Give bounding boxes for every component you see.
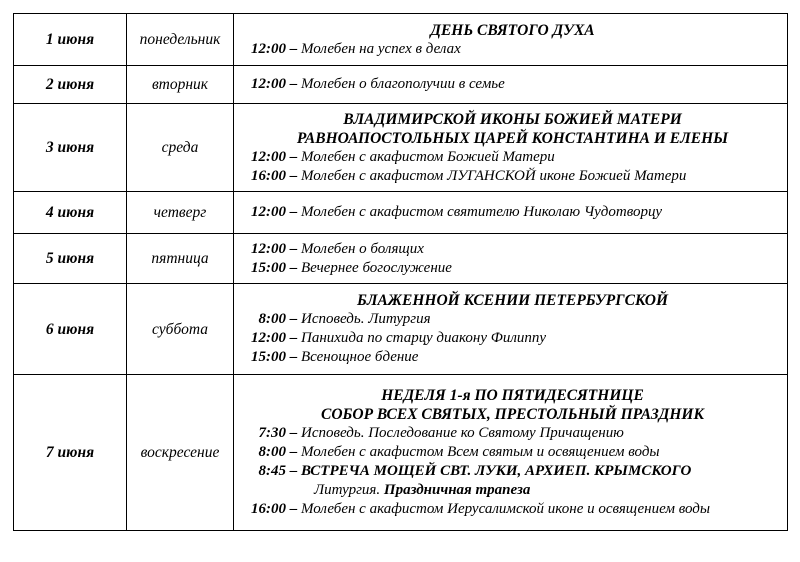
- service-line: [244, 240, 781, 259]
- time-dash: –: [286, 463, 301, 479]
- service-time: 12:00: [251, 330, 286, 346]
- weekday-cell: пятница: [127, 234, 234, 284]
- weekday-cell: суббота: [127, 284, 234, 375]
- service-line: [244, 500, 781, 519]
- feast-heading: РАВНОАПОСТОЛЬНЫХ ЦАРЕЙ КОНСТАНТИНА И ЕЛЕНЫ: [296, 129, 729, 147]
- weekday-cell: среда: [127, 104, 234, 192]
- service-time: 8:00: [258, 311, 286, 327]
- service-time: 12:00: [251, 40, 286, 57]
- service-text: Всенощное бдение: [301, 349, 419, 365]
- service-time: 12:00: [251, 240, 286, 257]
- events-cell: [234, 375, 788, 531]
- service-time: 16:00: [251, 167, 286, 184]
- events-cell: [234, 66, 788, 104]
- feast-heading: СОБОР ВСЕХ СВЯТЫХ, ПРЕСТОЛЬНЫЙ ПРАЗДНИК: [321, 406, 704, 423]
- service-time: 7:30: [258, 425, 286, 441]
- events-cell: [234, 104, 788, 192]
- service-line: [244, 259, 781, 278]
- schedule-body: [14, 14, 788, 531]
- date-cell: 3 июня: [14, 104, 127, 192]
- weekday-cell: четверг: [127, 192, 234, 234]
- time-dash: –: [286, 501, 301, 517]
- service-text: Молебен с акафистом святителю Николаю Чудотворцу: [301, 204, 662, 220]
- service-line: [244, 310, 781, 329]
- time-dash: –: [286, 259, 301, 276]
- service-line: [244, 462, 781, 481]
- feast-heading: ВЛАДИМИРСКОЙ ИКОНЫ БОЖИЕЙ МАТЕРИ: [343, 110, 682, 128]
- date-cell: 6 июня: [14, 284, 127, 375]
- service-line: [244, 148, 781, 167]
- schedule-row: [14, 284, 788, 375]
- service-line: [244, 443, 781, 462]
- service-text: Молебен с акафистом Божией Матери: [301, 148, 555, 165]
- feast-heading: ДЕНЬ СВЯТОГО ДУХА: [430, 21, 595, 39]
- service-text: Вечернее богослужение: [301, 259, 452, 276]
- service-text: Литургия.: [314, 482, 381, 498]
- date-cell: 4 июня: [14, 192, 127, 234]
- service-text: Исповедь. Литургия: [301, 311, 431, 327]
- time-dash: –: [286, 167, 301, 184]
- schedule-row: [14, 234, 788, 284]
- service-time: 8:45: [258, 463, 286, 479]
- service-line: [244, 203, 781, 222]
- weekday-cell: вторник: [127, 66, 234, 104]
- service-time: 16:00: [251, 501, 286, 517]
- service-text: Молебен с акафистом Иерусалимской иконе и освящением воды: [301, 501, 711, 517]
- events-cell: [234, 284, 788, 375]
- schedule-row: [14, 66, 788, 104]
- date-cell: 2 июня: [14, 66, 127, 104]
- service-line: [244, 167, 781, 186]
- time-dash: –: [286, 444, 301, 460]
- service-text: Молебен о болящих: [301, 240, 424, 257]
- service-line: [244, 481, 781, 500]
- time-dash: –: [286, 40, 301, 57]
- schedule-row: [14, 104, 788, 192]
- date-cell: 5 июня: [14, 234, 127, 284]
- schedule-row: [14, 375, 788, 531]
- schedule-row: [14, 14, 788, 66]
- events-cell: [234, 192, 788, 234]
- time-dash: –: [286, 148, 301, 165]
- service-time: 12:00: [251, 148, 286, 165]
- time-dash: –: [286, 311, 301, 327]
- time-dash: –: [286, 76, 301, 92]
- feast-heading: НЕДЕЛЯ 1-я ПО ПЯТИДЕСЯТНИЦЕ: [381, 387, 644, 404]
- service-text: Молебен о благополучии в семье: [301, 76, 505, 92]
- service-text: Исповедь. Последование ко Святому Причащению: [301, 425, 624, 441]
- service-line: [244, 40, 781, 59]
- service-line: [244, 75, 781, 94]
- schedule-table: [13, 13, 788, 531]
- service-text: Молебен с акафистом Всем святым и освящением воды: [301, 444, 660, 460]
- date-cell: 1 июня: [14, 14, 127, 66]
- events-cell: [234, 14, 788, 66]
- schedule-row: [14, 192, 788, 234]
- service-time: 8:00: [258, 444, 286, 460]
- events-cell: [234, 234, 788, 284]
- service-time: 12:00: [251, 76, 286, 92]
- feast-heading: БЛАЖЕННОЙ КСЕНИИ ПЕТЕРБУРГСКОЙ: [356, 292, 668, 309]
- time-dash: –: [286, 240, 301, 257]
- service-text: Панихида по старцу диакону Филиппу: [301, 330, 547, 346]
- service-text: Молебен на успех в делах: [301, 40, 461, 57]
- service-time: 15:00: [251, 259, 286, 276]
- service-time: 12:00: [251, 204, 286, 220]
- weekday-cell: воскресение: [127, 375, 234, 531]
- service-line: [244, 424, 781, 443]
- time-dash: –: [286, 330, 301, 346]
- service-line: [244, 348, 781, 367]
- date-cell: 7 июня: [14, 375, 127, 531]
- time-dash: –: [286, 349, 301, 365]
- service-time: 15:00: [251, 349, 286, 365]
- service-text: Молебен с акафистом ЛУГАНСКОЙ иконе Божией Матери: [301, 167, 687, 184]
- service-text: ВСТРЕЧА МОЩЕЙ СВТ. ЛУКИ, АРХИЕП. КРЫМСКОГО: [301, 463, 692, 479]
- time-dash: –: [286, 425, 301, 441]
- service-line: [244, 329, 781, 348]
- time-dash: –: [286, 204, 301, 220]
- service-extra: Праздничная трапеза: [383, 482, 531, 498]
- weekday-cell: понедельник: [127, 14, 234, 66]
